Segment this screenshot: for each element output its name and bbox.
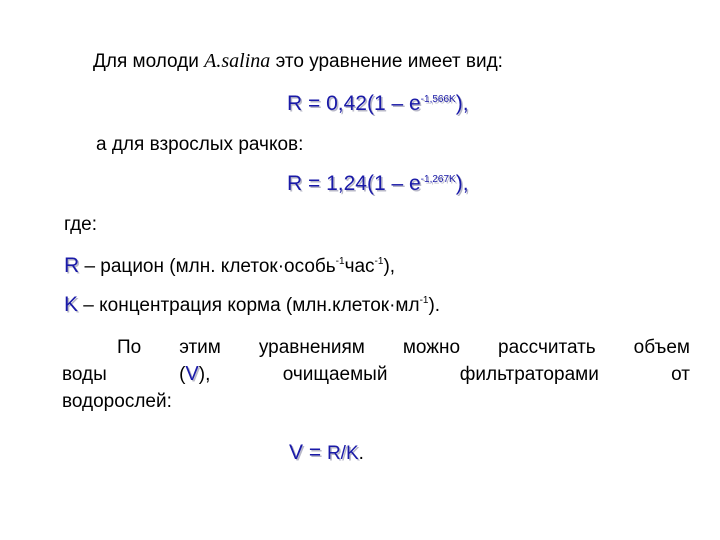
formula-adult bbox=[287, 172, 469, 200]
symbol-r: R bbox=[64, 254, 80, 277]
definition-r-mid: час bbox=[344, 256, 375, 277]
formula-adult-main: R = 1,24(1 – e bbox=[287, 172, 421, 195]
definition-k-sup: -1 bbox=[419, 295, 429, 306]
definition-r-sup2: -1 bbox=[374, 256, 384, 267]
formula-juvenile bbox=[287, 92, 469, 120]
paragraph-row-1 bbox=[62, 334, 690, 361]
formula-volume-v: V = bbox=[289, 441, 327, 464]
definition-r-sup1: -1 bbox=[335, 256, 345, 267]
adult-intro-line: а для взрослых рачков: bbox=[96, 134, 304, 155]
definition-k-text: – концентрация корма (млн.клеток·мл bbox=[78, 295, 420, 316]
paragraph-row-3: водорослей: bbox=[62, 391, 172, 412]
paragraph-row-2-end: ), очищаемый фильтраторами от bbox=[198, 364, 690, 385]
definition-r bbox=[64, 254, 395, 282]
formula-juvenile-main: R = 0,42(1 – e bbox=[287, 92, 421, 115]
formula-juvenile-tail: ), bbox=[455, 92, 469, 115]
formula-volume bbox=[289, 441, 364, 466]
intro-text-after: это уравнение имеет вид: bbox=[270, 51, 503, 72]
symbol-k: K bbox=[64, 293, 79, 316]
formula-volume-rk: R/K bbox=[326, 443, 359, 464]
intro-line bbox=[93, 49, 503, 74]
paragraph-row-2 bbox=[62, 361, 690, 388]
formula-volume-dot: . bbox=[358, 443, 364, 464]
formula-adult-tail: ), bbox=[455, 172, 469, 195]
symbol-v-inline: V bbox=[185, 363, 199, 385]
definition-r-text: – рацион (млн. клеток·особь bbox=[79, 256, 336, 277]
definition-r-end: ), bbox=[383, 256, 396, 277]
definition-k-end: ). bbox=[428, 295, 441, 316]
volume-paragraph bbox=[62, 334, 690, 415]
paragraph-row-2-start: воды ( bbox=[62, 364, 186, 385]
where-label: где: bbox=[64, 214, 98, 235]
intro-text-before: Для молоди bbox=[93, 51, 205, 72]
species-name: A.salina bbox=[204, 50, 271, 72]
definition-k bbox=[64, 293, 440, 321]
formula-adult-exponent: -1,267K bbox=[420, 174, 456, 185]
paragraph-row-1-text: По этим уравнениям можно рассчитать объем bbox=[117, 337, 690, 358]
formula-juvenile-exponent: -1,566K bbox=[420, 94, 456, 105]
